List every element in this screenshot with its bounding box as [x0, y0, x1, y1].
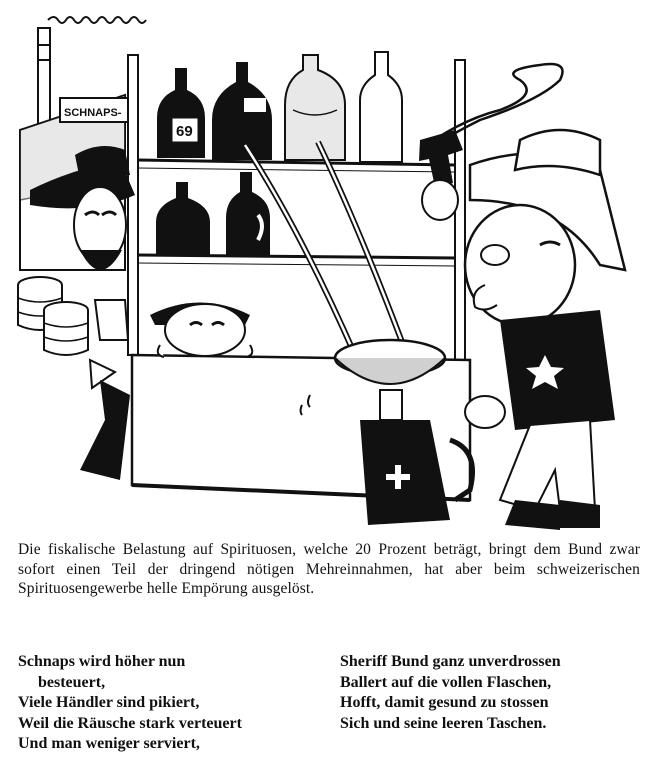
- verse-left-line-2: besteuert,: [38, 673, 106, 691]
- bottle-label: 69: [176, 123, 193, 140]
- verse-left-line-1: Schnaps wird höher nun: [18, 653, 186, 670]
- verse-left-line-4: Weil die Räusche stark verteuert: [18, 714, 242, 732]
- verse-right-line-4: Sich und seine leeren Taschen.: [340, 714, 547, 732]
- verse-right-line-1: Sheriff Bund ganz unverdrossen: [340, 653, 561, 670]
- bottle-dark-6: [226, 172, 270, 256]
- verse-right-line-3: Hofft, damit gesund zu stossen: [340, 694, 549, 711]
- verse-right: [340, 652, 645, 734]
- verse-left-line-3: Viele Händler sind pikiert,: [18, 694, 200, 711]
- artist-signature: [48, 17, 146, 23]
- bottle-69: [157, 68, 205, 158]
- bottle-dark-2: [212, 62, 272, 160]
- bartender-hiding: [150, 303, 252, 358]
- verse-right-line-2: Ballert auf die vollen Flaschen,: [340, 673, 552, 691]
- bottle-dark-5: [156, 182, 210, 255]
- verse-left: [18, 652, 328, 755]
- barrel-right: [44, 302, 88, 355]
- caption-text: Die fiskalische Belastung auf Spirituosen, welche 20 Prozent beträgt, bringt dem Bund zwar sofort einen Teil der dringend nötigen Mehreinnahmen, hat aber beim schweizerischen Spirituosengewerbe helle Empörung ausgelöst.: [18, 541, 640, 597]
- bottle-light-4: [360, 52, 402, 162]
- bottle-light-3: [285, 55, 345, 160]
- verse-left-line-5: Und man weniger serviert,: [18, 735, 200, 752]
- schnaps-sign-text: SCHNAPS-: [64, 107, 122, 119]
